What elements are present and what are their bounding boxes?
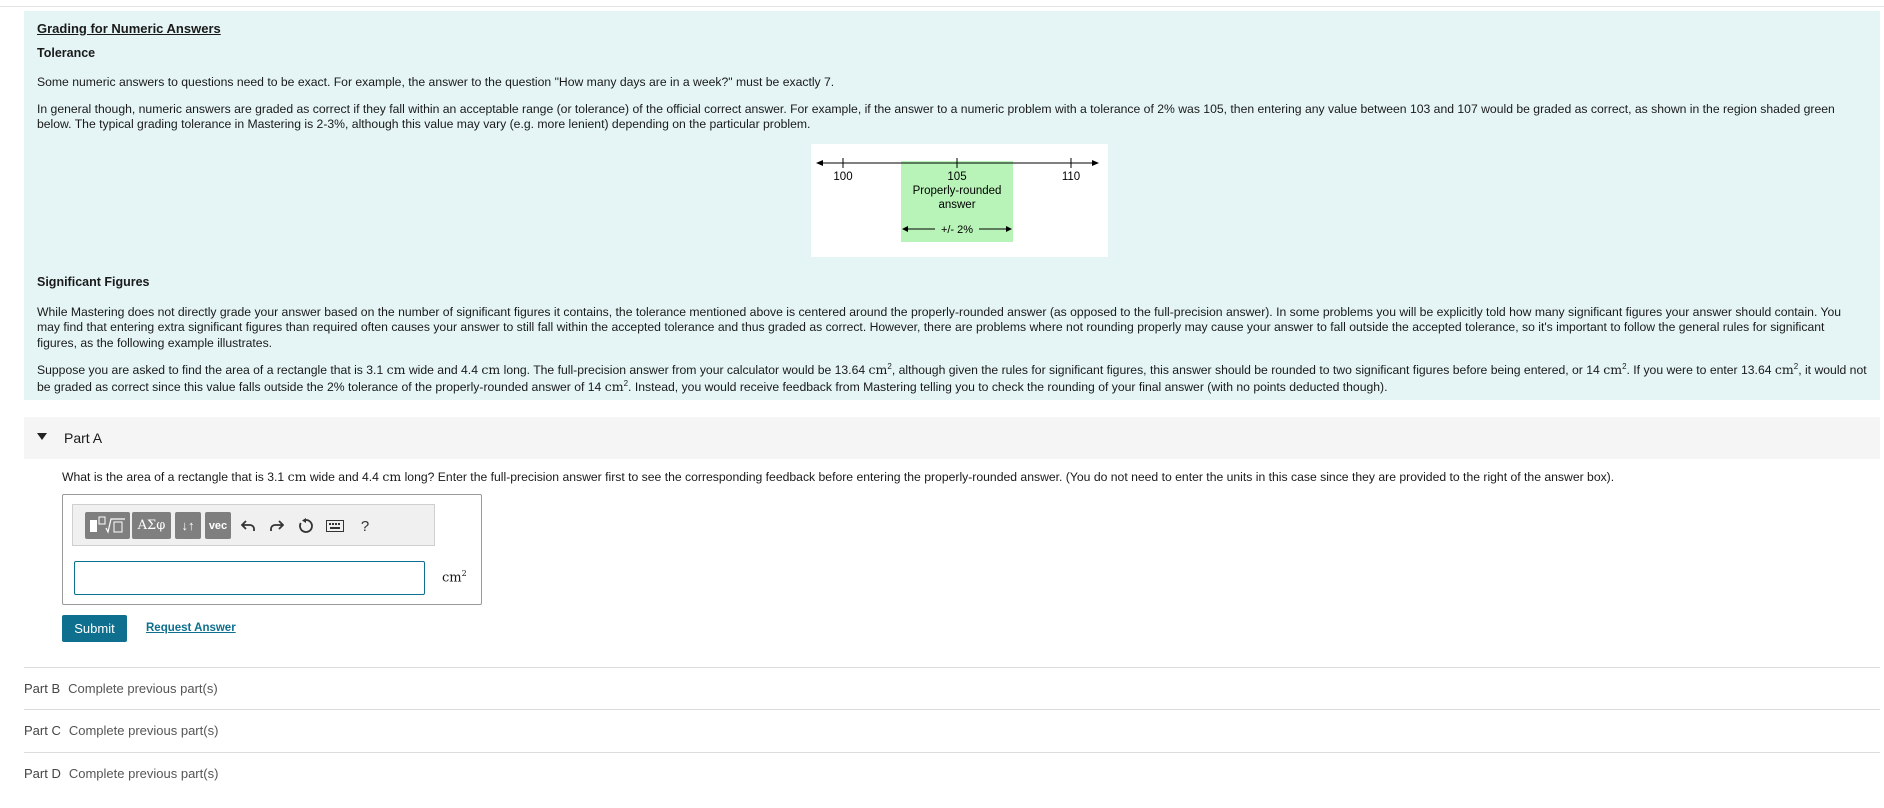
unit-exponent: 2 bbox=[1793, 362, 1799, 372]
collapse-triangle-icon[interactable] bbox=[37, 433, 47, 440]
unit-exponent: 2 bbox=[461, 569, 467, 578]
sort-button[interactable]: ↓↑ bbox=[175, 512, 201, 539]
part-c-label: Part C bbox=[24, 723, 61, 738]
unit-text: cm bbox=[442, 570, 462, 586]
sigfig-heading: Significant Figures bbox=[37, 274, 150, 289]
unit-exponent: 2 bbox=[623, 378, 629, 388]
part-b-label: Part B bbox=[24, 681, 61, 696]
tick-label-105: 105 bbox=[947, 170, 967, 183]
unit-exponent: 2 bbox=[887, 362, 892, 372]
arrow-right-icon bbox=[1092, 160, 1099, 166]
part-d-row bbox=[24, 766, 218, 781]
part-b-row bbox=[24, 681, 218, 696]
part-c-row bbox=[24, 723, 218, 738]
grading-info-panel bbox=[24, 11, 1880, 400]
part-b-status: Complete previous part(s) bbox=[68, 681, 218, 696]
unit-exponent: 2 bbox=[1622, 362, 1627, 372]
text-fragment: . If you were to enter 13.64 bbox=[1626, 363, 1775, 378]
tick-label-100: 100 bbox=[833, 170, 853, 183]
sigfig-paragraph-2 bbox=[37, 362, 1867, 395]
undo-icon[interactable] bbox=[237, 516, 259, 536]
text-fragment: wide and 4.4 bbox=[306, 470, 383, 484]
text-fragment: long. The full-precision answer from your calculator would be 13.64 bbox=[500, 363, 869, 378]
unit-cm: cm bbox=[1774, 362, 1794, 378]
divider bbox=[24, 667, 1880, 668]
unit-cm: cm bbox=[386, 362, 406, 378]
tolerance-number-line bbox=[811, 144, 1108, 257]
text-fragment: Suppose you are asked to find the area of a rectangle that is 3.1 bbox=[37, 363, 387, 378]
unit-cm: cm bbox=[481, 362, 501, 378]
part-d-status: Complete previous part(s) bbox=[68, 766, 219, 781]
help-icon[interactable]: ? bbox=[360, 517, 370, 535]
band-label-line2: answer bbox=[938, 198, 976, 211]
part-c-status: Complete previous part(s) bbox=[68, 723, 219, 738]
vector-button[interactable]: vec bbox=[205, 512, 231, 539]
unit-cm: cm bbox=[604, 378, 624, 394]
text-fragment: , although given the rules for significant figures, this answer should be rounded to two significant figures before being entered, or 14 bbox=[891, 363, 1604, 378]
part-d-label: Part D bbox=[24, 766, 61, 781]
top-divider bbox=[0, 6, 1884, 7]
reset-icon[interactable] bbox=[295, 516, 317, 536]
tick-label-110: 110 bbox=[1061, 170, 1081, 183]
divider bbox=[24, 752, 1880, 753]
request-answer-link[interactable]: Request Answer bbox=[146, 622, 236, 634]
text-fragment: , it would not be graded as correct since this value falls outside the 2% tolerance of the properly-rounded answer of 14 bbox=[37, 363, 1867, 394]
divider bbox=[24, 709, 1880, 710]
answer-unit bbox=[442, 569, 467, 585]
tolerance-paragraph-1: Some numeric answers to questions need to be exact. For example, the answer to the question "How many days are in a week?" must be exactly 7. bbox=[37, 75, 835, 90]
answer-input[interactable] bbox=[74, 561, 425, 595]
arrow-left-icon bbox=[816, 160, 823, 166]
text-fragment: What is the area of a rectangle that is 3.1 bbox=[62, 470, 288, 484]
part-a-question bbox=[62, 469, 1614, 485]
unit-cm: cm bbox=[382, 469, 402, 484]
math-toolbar bbox=[72, 504, 435, 546]
text-fragment: long? Enter the full-precision answer first to see the corresponding feedback before entering the properly-rounded answer. (You do not need to enter the units in this case since they are provided to the right of the answer box). bbox=[401, 470, 1615, 484]
text-fragment: wide and 4.4 bbox=[405, 363, 482, 378]
tolerance-heading: Tolerance bbox=[37, 45, 96, 60]
tolerance-paragraph-2: In general though, numeric answers are graded as correct if they fall within an acceptable range (or tolerance) of the official correct answer. For example, if the answer to a numeric problem with a tolerance of 2% was 105, then entering any value between 103 and 107 would be graded as correct, as shown in the region shaded green below. The typical grading tolerance in Mastering is 2-3%, although this value may vary (e.g. more lenient) depending on the particular problem. bbox=[37, 101, 1835, 132]
part-a-header[interactable] bbox=[24, 417, 1880, 459]
unit-cm: cm bbox=[868, 362, 888, 378]
sigfig-paragraph-1: While Mastering does not directly grade your answer based on the number of significant figures it contains, the tolerance mentioned above is centered around the properly-rounded answer (as opposed to the full-precision answer). In some problems you will be explicitly told how many significant figures your answer should contain. You may find that entering extra significant figures than required often causes your answer to still fall within the accepted tolerance and thus graded as correct. However, there are problems where not rounding properly may cause your answer to fall outside the accepted tolerance, so it's important to follow the general rules for significant figures, as the following example illustrates. bbox=[37, 304, 1842, 350]
keyboard-icon[interactable] bbox=[324, 516, 346, 536]
tolerance-figure bbox=[811, 144, 1108, 257]
text-fragment: . Instead, you would receive feedback from Mastering telling you to check the rounding of your final answer (with no points deducted though). bbox=[628, 379, 1388, 394]
redo-icon[interactable] bbox=[266, 516, 288, 536]
submit-button[interactable]: Submit bbox=[62, 615, 127, 642]
unit-cm: cm bbox=[1603, 362, 1623, 378]
band-label-line1: Properly-rounded bbox=[912, 184, 1002, 197]
templates-icon bbox=[89, 516, 127, 535]
part-a-label: Part A bbox=[64, 430, 103, 446]
templates-button[interactable] bbox=[85, 512, 130, 539]
info-title: Grading for Numeric Answers bbox=[37, 21, 221, 36]
greek-symbols-button[interactable]: ΑΣφ bbox=[132, 512, 171, 539]
answer-container bbox=[62, 494, 482, 605]
band-range-label: +/- 2% bbox=[940, 223, 974, 236]
unit-cm: cm bbox=[287, 469, 307, 484]
